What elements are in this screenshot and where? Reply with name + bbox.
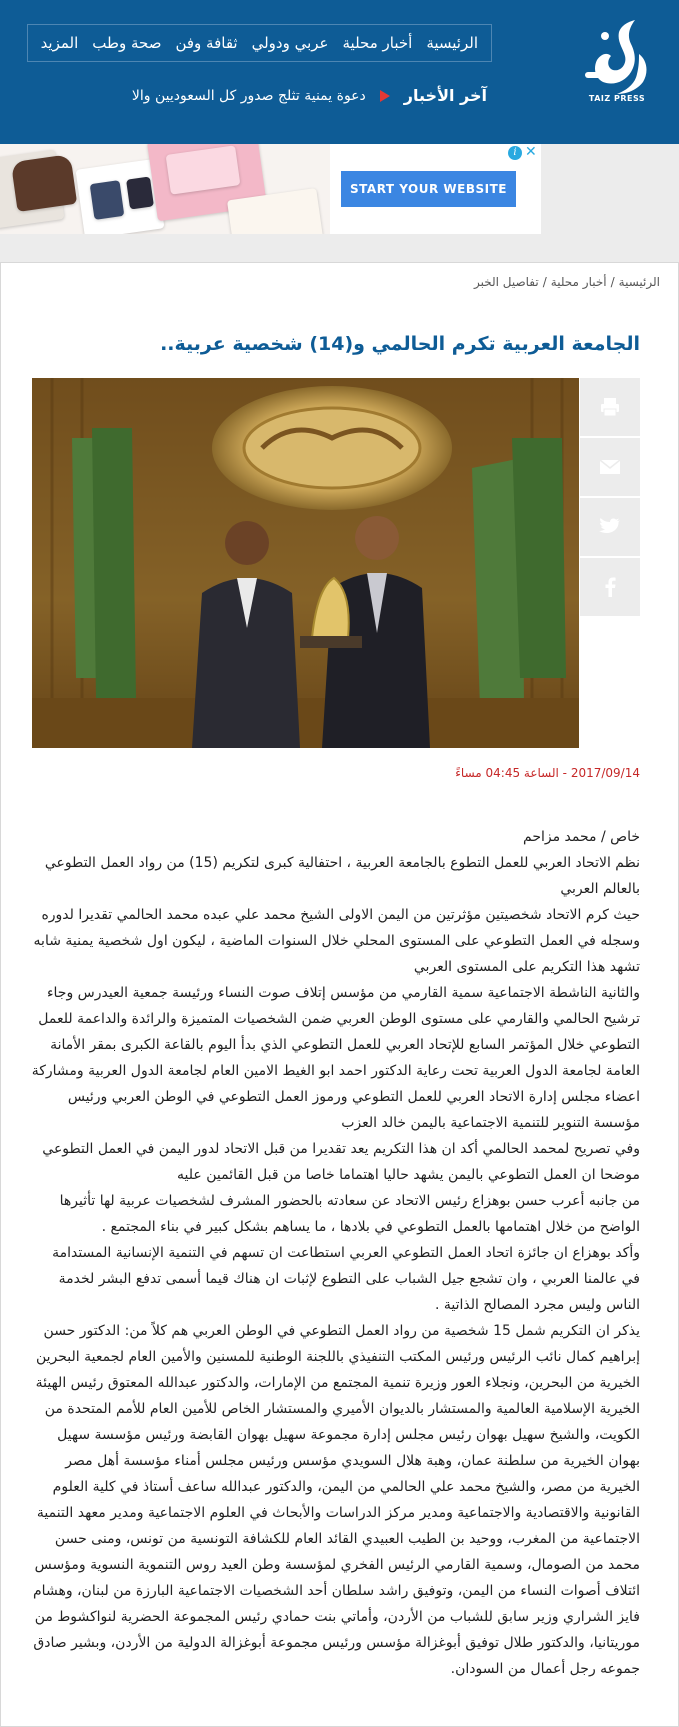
facebook-icon xyxy=(603,577,617,597)
ticker-headline[interactable]: دعوة يمنية تثلج صدور كل السعوديين والا xyxy=(131,87,366,104)
article-body xyxy=(30,824,640,1682)
article-paragraph: حيث كرم الاتحاد شخصيتين مؤثرتين من اليمن الاولى الشيخ محمد علي عبده محمد الحالمي تقديرا لدوره وسجله في العمل التطوعي على المستوى المحلي خلال السنوات الماضية ، ليكون اول شخصية يمنية شابه تشهد هذا التكريم على المستوى العربي xyxy=(33,907,640,975)
article-paragraph: يذكر ان التكريم شمل 15 شخصية من رواد العمل التطوعي في الوطن العربي هم كلاً من: الدكتور حسن إبراهيم كمال نائب الرئيس ورئيس المكتب التنفيذي باللجنة الوطنية للمسنين والأمين العام لجمعية البحرين الخيرية من البحرين، ونجلاء العور وزيرة تنمية المجتمع من الإمارات، والدكتور عبدالله المعتوق رئيس الهيئة الخيرية الإسلامية العالمية والمستشار بالديوان الأميري والمستشار الخاص للأمين العام للأمم المتحدة من الكويت، والشيخ سهيل بهوان رئيس مجلس إدارة مجموعة سهيل بهوان القابضة ورئيس مؤسسة سهيل بهوان الخيرية من سلطنة عمان، وهبة هلال السويدي مؤسس ورئيس مجلس أمناء مؤسسة أهل مصر الخيرية من مصر، والشيخ محمد علي الحالمي من اليمن، والدكتور عبدالله ساعف أستاذ في كلية العلوم القانونية والاقتصادية والاجتماعية ومدير مركز الدراسات والأبحاث في العلوم الاجتماعية ومدير معهد التنمية الاجتماعية من المغرب، ووحيد بن الطيب العبيدي القائد العام للكشافة التونسية من تونس، ومنى حسن محمد من الصومال، وسمية القارمي الرئيس الفخري لمؤسسة وطن العيد روس التنموية النسوية ومؤسس ائتلاف أصوات النساء من اليمن، وتوفيق راشد سلطان أحد الشخصيات الاجتماعية البارزة من لبنان، وهشام فايز الشراري وزير سابق للشباب من الأردن، وأماتي بنت حمادي رئيس المجموعة الحضرية لنواكشوط من موريتانيا، والدكتور طلال توفيق أبوغزالة مؤسس ورئيس مجموعة أبوغزالة الدولية من الأردن، وبشير صادق جموعه رجل أعمال من السودان. xyxy=(33,1323,640,1677)
nav-item-home[interactable]: الرئيسية xyxy=(426,34,478,52)
print-icon xyxy=(599,396,621,418)
article-title: الجامعة العربية تكرم الحالمي و(14) شخصية عربية.. xyxy=(160,333,640,355)
twitter-icon xyxy=(599,518,621,536)
article-paragraph: والثانية الناشطة الاجتماعية سمية القارمي من مؤسس إتلاف صوت النساء ورئيسة جمعية العيدرس وجاء ترشيح الحالمي والقارمي على مستوى الوطن العربي ضمن الشخصيات المتميزة والرائدة والداعمة للعمل التطوعي خلال المؤتمر السابع للإتحاد العربي للعمل التطوعي الذي بدأ اليوم بالقاعة الكبرى بمقر الأمانة العامة لجامعة الدول العربية تحت رعاية الدكتور احمد ابو الغيط الامين العام لجامعة الدول العربية ومشاركة اعضاء مجلس إدارة الاتحاد العربي للعمل التطوعي ورموز العمل التطوعي في الوطن العربي ورئيس مؤسسة التنوير للتنمية الاجتماعية باليمن خالد العزب xyxy=(31,985,640,1131)
breadcrumb-separator: / xyxy=(542,275,547,289)
ad-banner[interactable] xyxy=(0,144,541,234)
breadcrumb-home[interactable]: الرئيسية xyxy=(618,275,660,289)
news-ticker xyxy=(132,86,487,105)
article-paragraph: وأكد بوهزاع ان جائزة اتحاد العمل التطوعي العربي استطاعت ان تسهم في التنمية الإنسانية المستدامة في عالمنا العربي ، وان تشجع جيل الشباب على التطوع لإثبات ان هناك قيما أسمى تدفع البشر لخدمة الناس وليس مجرد المصالح الذاتية . xyxy=(52,1245,640,1313)
breadcrumb-current: تفاصيل الخبر xyxy=(473,275,539,289)
article-container xyxy=(0,262,679,1727)
facebook-button[interactable] xyxy=(580,558,640,618)
ad-image xyxy=(0,144,330,234)
share-bar xyxy=(580,378,640,618)
nav-item-arab-world[interactable]: عربي ودولي xyxy=(251,34,329,52)
logo-wordmark: TAIZ PRESS xyxy=(588,94,646,103)
main-nav xyxy=(27,24,492,62)
site-header xyxy=(0,0,679,144)
site-logo[interactable] xyxy=(577,14,657,104)
ad-cta-button[interactable]: START YOUR WEBSITE xyxy=(341,171,516,207)
ticker-label: آخر الأخبار xyxy=(403,86,487,105)
article-paragraph: من جانبه أعرب حسن بوهزاع رئيس الاتحاد عن سعادته بالحضور المشرف لشخصيات عربية لها تأثيرها الواضح من خلال اهتمامها بالعمل التطوعي في بلادها ، ما يساهم بشكل كبير في بناء المجتمع . xyxy=(59,1193,640,1235)
ad-info-icon[interactable]: i xyxy=(508,146,522,160)
ticker-arrow-icon xyxy=(380,90,390,102)
mail-icon xyxy=(599,459,621,475)
nav-item-local-news[interactable]: أخبار محلية xyxy=(342,34,413,52)
print-button[interactable] xyxy=(580,378,640,438)
breadcrumb-separator: / xyxy=(610,275,615,289)
article-byline: خاص / محمد مزاحم xyxy=(523,829,640,845)
nav-item-more[interactable]: المزيد xyxy=(40,34,79,52)
article-paragraph: نظم الاتحاد العربي للعمل التطوع بالجامعة العربية ، احتفالية كبرى لتكريم (15) من رواد العمل التطوعي بالعالم العربي xyxy=(44,855,640,897)
nav-item-culture[interactable]: ثقافة وفن xyxy=(175,34,238,52)
breadcrumb-category[interactable]: أخبار محلية xyxy=(550,275,607,289)
article-paragraph: وفي تصريح لمحمد الحالمي أكد ان هذا التكريم يعد تقديرا من قبل الاتحاد لدور اليمن في العمل التطوعي موضحا ان العمل التطوعي باليمن يشهد حاليا اهتماما خاصا من قبل القائمين عليه xyxy=(42,1141,640,1183)
ad-close-icon[interactable]: ✕ xyxy=(525,144,537,160)
article-date: 2017/09/14 - الساعة 04:45 مساءً xyxy=(455,766,640,780)
breadcrumb xyxy=(470,275,660,289)
twitter-button[interactable] xyxy=(580,498,640,558)
nav-item-health[interactable]: صحة وطب xyxy=(92,34,162,52)
article-photo[interactable] xyxy=(32,378,579,748)
email-button[interactable] xyxy=(580,438,640,498)
